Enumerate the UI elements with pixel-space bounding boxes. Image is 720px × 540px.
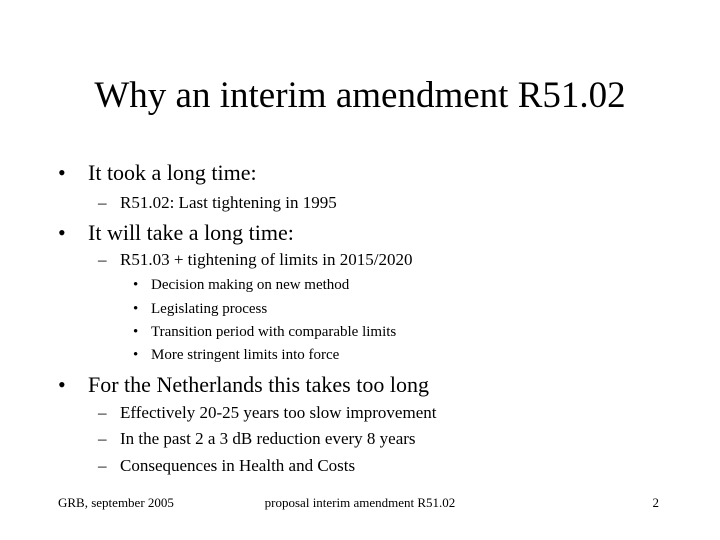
sub-sub-bullet-text: Legislating process: [151, 301, 268, 317]
sub-bullet-text: In the past 2 a 3 dB reduction every 8 years: [120, 429, 416, 448]
bullet-marker: •: [58, 372, 66, 397]
sub-sub-bullet-text: More stringent limits into force: [151, 347, 340, 363]
sub-bullet-text: R51.03 + tightening of limits in 2015/2020: [120, 250, 413, 269]
footer-left: GRB, september 2005: [58, 495, 174, 510]
bullet-marker: •: [133, 347, 139, 363]
bullet-text: For the Netherlands this takes too long: [88, 372, 429, 397]
dash-marker: –: [98, 250, 107, 269]
sub-sub-bullet-text: Decision making on new method: [151, 277, 350, 293]
dash-marker: –: [98, 193, 107, 212]
sub-bullet-text: R51.02: Last tightening in 1995: [120, 193, 337, 212]
footer-center: proposal interim amendment R51.02: [264, 495, 456, 510]
bullet-marker: •: [58, 220, 66, 245]
sub-bullet-text: Consequences in Health and Costs: [120, 456, 356, 475]
bullet-marker: •: [133, 301, 139, 317]
page-number: 2: [652, 495, 659, 510]
bullet-text: It will take a long time:: [88, 220, 294, 245]
dash-marker: –: [98, 403, 107, 422]
bullet-text: It took a long time:: [88, 160, 257, 185]
dash-marker: –: [98, 456, 107, 475]
bullet-marker: •: [133, 324, 139, 340]
slide-title: Why an interim amendment R51.02: [94, 75, 626, 116]
dash-marker: –: [98, 429, 107, 448]
bullet-marker: •: [58, 160, 66, 185]
sub-sub-bullet-text: Transition period with comparable limits: [151, 324, 397, 340]
sub-bullet-text: Effectively 20-25 years too slow improvement: [120, 403, 437, 422]
bullet-marker: •: [133, 277, 139, 293]
